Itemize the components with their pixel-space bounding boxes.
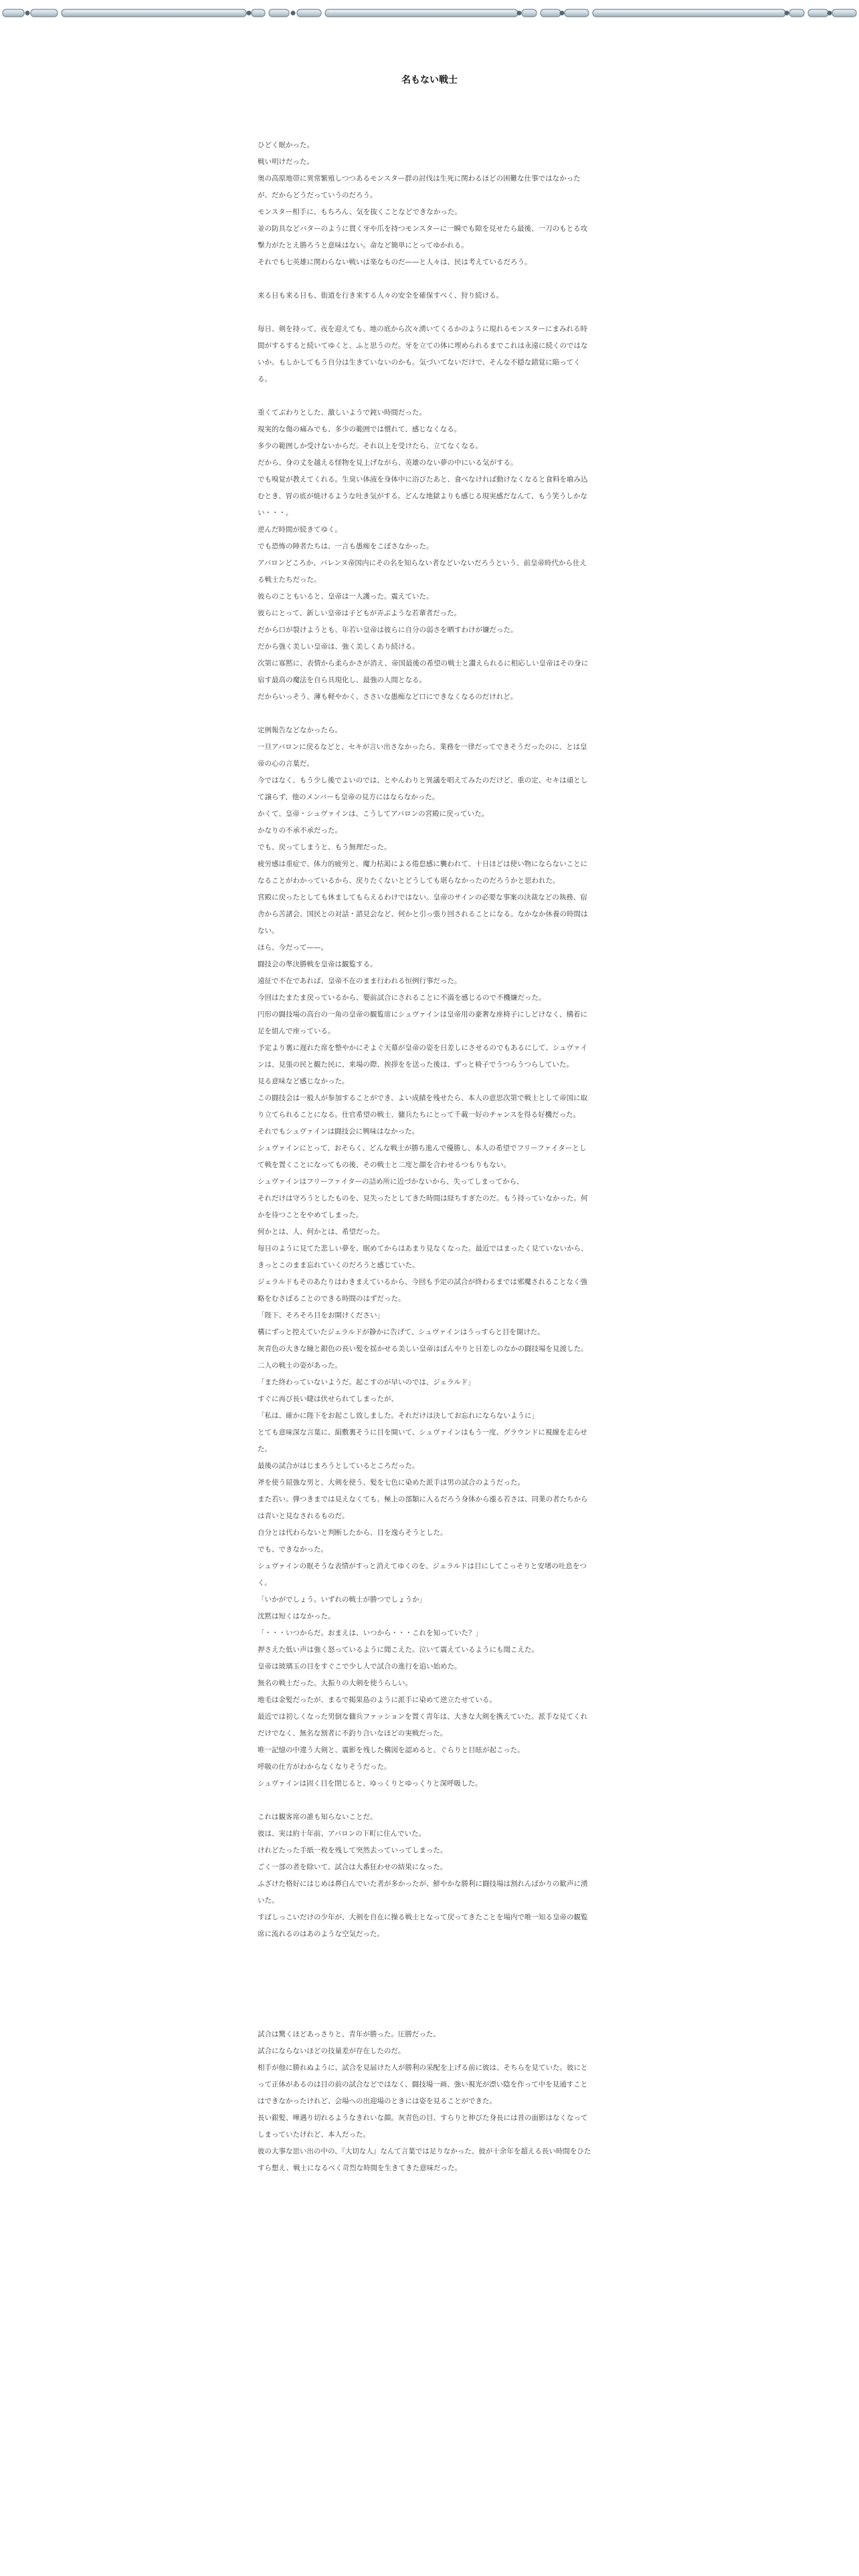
story-line: この闘技会は一般人が参加することができ、よい成績を残せたら、本人の意思次第で戦士として帝国に取り立てられることになる。仕官希望の戦士、傭兵たちにとって千載一好のチャンスを得る好機だった。 bbox=[258, 1094, 588, 1119]
story-line: 彼は、実は約十年前、アバロンの下町に住んでいた。 bbox=[258, 1830, 426, 1838]
story-line: 「また終わっていないようだ。起こすのが早いのでは、ジェラルド」 bbox=[258, 1378, 475, 1386]
story-line: 「・・・いつからだ。おまえは、いつから・・・これを知っていた？」 bbox=[258, 1629, 482, 1637]
story-line: かなりの不承不承だった。 bbox=[258, 827, 342, 835]
story-line: 「陛下、そろそろ目をお開けください」 bbox=[258, 1311, 384, 1319]
story-line: ふざけた格好にはじめは鼻白んでいた者が多かったが、鮮やかな勝利に闘技場は割れんばかりの歓声に湧いた。 bbox=[258, 1880, 588, 1905]
story-line: 現実的な傷の痛みでも、多少の範囲では慣れて、感じなくなる。 bbox=[258, 425, 462, 433]
story-line: それでもシュヴァインは闘技会に興味はなかった。 bbox=[258, 1128, 419, 1136]
story-line: 構にずっと控えていたジェラルドが静かに告げて、シュヴァインはうっすらと目を開けた。 bbox=[258, 1328, 545, 1336]
story-line: ほら、今だって——。 bbox=[258, 944, 328, 952]
story-line: 今ではなく、もう少し後でよいのでは、とやんわりと異議を唱えてみたのだけど、重の定、セキは頑として譲らず、他のメンバーも皇帝の見方にはならなかった。 bbox=[258, 776, 588, 801]
decorative-top-border bbox=[0, 0, 859, 27]
story-line: 戦い明けだった。 bbox=[258, 158, 314, 166]
story-paragraph bbox=[258, 1809, 592, 1943]
story-line: ごく一部の者を除いて、試合は大番狂わせの結果になった。 bbox=[258, 1863, 448, 1871]
story-paragraph bbox=[258, 722, 592, 1792]
story-line: 毎日、剣を持って、夜を迎えても、地の底から次々湧いてくるかのように現れるモンスターにまみれる時間がするすると続いてゆくと、ふと思うのだ。牙を立ての体に埋められるまでこれは永遠に続くのではないか。もしかしてもう自分は生きていないのかも。気づいてないだけで、そんな不穏な錯覚に陥ってくる。 bbox=[258, 325, 588, 383]
story-line: シュヴァインにとって、おそらく、どんな戦士が勝ち進んで優勝し、本人の希望でフリーファイターとして戦を置くことになってもの後、その戦士と二度と顔を合わせるつもりもない。 bbox=[258, 1144, 587, 1169]
story-line: これは観客席の誰も知らないことだ。 bbox=[258, 1813, 377, 1821]
story-line: 闘技会の準決勝戦を皇帝は観覧する。 bbox=[258, 960, 377, 968]
story-line: 唯一記憶の中違う大剣と、震影を残した構図を認めると、ぐらりと目眩が起こった。 bbox=[258, 1746, 524, 1754]
story-line: シュヴァインは固く目を閉じると、ゆっくりとゆっくりと深呼吸した。 bbox=[258, 1780, 482, 1788]
story-line: だから、身の丈を越える怪物を見上げながら、英雄のない夢の中にいる気がする。 bbox=[258, 459, 518, 467]
story-line: 「いかがでしょう。いずれの戦士が勝つでしょうか」 bbox=[258, 1596, 426, 1604]
story-line: だからいっそう、薄も軽やかく、ささいな愚痴など口にできなくなるのだけれど。 bbox=[258, 693, 518, 701]
story-line: 何かとは、人、何かとは、希望だった。 bbox=[258, 1228, 384, 1236]
paragraph-gap bbox=[258, 304, 592, 321]
story-line: 相手が他に勝れぬように、試合を見届けた人が勝利の采配を上げる前に彼は、そちらを見ていた。彼にとって正体があるのは目の前の試合などではなく、闘技場一画、強い視光が漂い陰を作って中を見通すことはできなかったけれど、会場への出迎場のときには姿を見ることができた。 bbox=[258, 2064, 588, 2105]
story-line: 最近では初しくなった男倒な傭兵ファッションを置く青年は、大きな大剣を携えていた。派手な見てくれだけでなく、無名な割者に不釣り合いなほどの実戦だった。 bbox=[258, 1713, 588, 1737]
story-line: 多少の範囲しか受けないからだ。それ以上を受けたら、立てなくなる。 bbox=[258, 442, 482, 450]
story-line: でも、できなかった。 bbox=[258, 1545, 328, 1553]
story-line: 円形の闘技場の高台の一角の皇帝の観覧席にシュヴァインは皇帝用の豪奢な座椅子にしどけなく、構着に足を組んで座っている。 bbox=[258, 1010, 587, 1035]
story-body bbox=[258, 137, 592, 2177]
story-line: シュヴァインはフリーファイターの詰め所に近づかないから、失ってしまってから、 bbox=[258, 1178, 524, 1186]
story-line: 彼らにとって、新しい皇帝は子どもが弄ぶような若輩者だった。 bbox=[258, 609, 462, 617]
story-line: 自分とは代わらないと判断したから、目を逸らそうとした。 bbox=[258, 1529, 448, 1537]
story-line: 呼吸の仕方がわからなくなりそうだった。 bbox=[258, 1763, 391, 1771]
story-line: 最後の試合がはじまろうとしているところだった。 bbox=[258, 1462, 419, 1470]
story-line: 無名の戦士だった。大振りの大剣を使うらしい。 bbox=[258, 1679, 412, 1687]
story-line: だから強く美しい皇帝は、強く美しくあり続ける。 bbox=[258, 643, 419, 651]
story-paragraph bbox=[258, 288, 592, 304]
story-line: ジェラルドもそのあたりはわきまえているから、今回も予定の試合が終わるまでは邪魔されることなく強略をむさぼることのできる時間のはずだった。 bbox=[258, 1278, 587, 1303]
paragraph-gap bbox=[258, 388, 592, 405]
story-paragraph bbox=[258, 321, 592, 388]
story-line: すぐに再び長い睫は伏せられてしまったが、 bbox=[258, 1395, 398, 1403]
story-line: 沈黙は短くはなかった。 bbox=[258, 1612, 335, 1620]
story-line: 彼の大事な思い出の中の、『大切な人』なんて言葉では足りなかった、彼が十余年を超える長い時間をひたすら想え、戦士になるべく苛烈な時間を生きてきた意味だった。 bbox=[258, 2147, 591, 2172]
story-line: でも恐怖の陣者たちは、一言も愚痴をこぼさなかった。 bbox=[258, 542, 434, 550]
story-line: シュヴァインの眠そうな表情がすっと消えてゆくのを、ジェラルドは目にしてこっそりと安堵の吐息をつく。 bbox=[258, 1562, 587, 1587]
story-line: 今回はたまたま戻っているから、嬰前試合にされることに不満を感じるので不機嫌だった。 bbox=[258, 994, 546, 1002]
story-line: 彼らのこともいると、皇帝は一人護った。震えていた。 bbox=[258, 593, 434, 601]
paragraph-gap bbox=[258, 1792, 592, 1809]
story-line: 予定より裏に遅れた席を整やかにそよぐ天幕が皇帝の姿を日差しにさせるのでもあるにして、シュヴァインは、見張の民と観た民に、来場の際、挨拶をを送った後は、ずっと椅子でうつらうつらしていた。 bbox=[258, 1044, 587, 1069]
story-line: けれどたった手紙一枚を残して突然去っていってしまった。 bbox=[258, 1846, 448, 1854]
story-line: 逆んだ時間が続きてゆく。 bbox=[258, 526, 342, 534]
story-line: 斧を使う屈強な男と、大剣を使う、髪を七色に染めた派手は男の試合のようだった。 bbox=[258, 1479, 524, 1487]
story-line: だから口が裂けようとも、年若い皇帝は彼らに自分の弱さを晒すわけが嫌だった。 bbox=[258, 626, 518, 634]
story-paragraph bbox=[258, 137, 592, 271]
story-line: 並の防具などバターのように貫く牙や爪を持つモンスターに一瞬でも隙を見せたら最後、一刀のもとる攻撃力がたとえ勝ろうと意味はない。命など簡単にとってゆかれる。 bbox=[258, 225, 588, 249]
page-title: 名もない戦士 bbox=[401, 75, 458, 86]
story-line: 奥の高原地帯に異常繁殖しつつあるモンスター群の討伐は生死に関わるほどの困難な仕事ではなかったが、だからどうだっていうのだろう。 bbox=[258, 175, 581, 199]
story-line: それだけは守ろうとしたものを、見失ったとしてきた時間は経ちすぎたのだ。もう持っていなかった。何かを待つことをやめてしまった。 bbox=[258, 1194, 588, 1219]
story-line: 地毛は金髪だったが、まるで掲果島のように派手に染めて逆立たせている。 bbox=[258, 1696, 496, 1704]
paragraph-gap bbox=[258, 271, 592, 288]
story-line: 試合は驚くほどあっさりと、青年が勝った。圧勝だった。 bbox=[258, 2030, 440, 2038]
story-paragraph bbox=[258, 405, 592, 706]
paragraph-gap bbox=[258, 706, 592, 722]
paragraph-gap bbox=[258, 1943, 592, 2026]
story-line: 遠征で不在であれば、皇帝不在のまま行われる恒例行事だった。 bbox=[258, 977, 462, 985]
story-line: 次第に寡黙に、表情から柔らかさが消え、帝国最後の希望の戦士と讃えられるに相応しい皇帝はその身に宿す最高の魔法を自ら具現化し、最強の人間となる。 bbox=[258, 659, 589, 684]
story-line: 長い銀髪、嘩遇り切れるようなきれいな顔。灰青色の目、すらりと伸びた身長には昔の面影はなくなってしまっていたけれど、本人だった。 bbox=[258, 2114, 588, 2139]
story-line: すばしっこいだけの少年が、大剣を自在に操る戦士となって戻ってきたことを場内で唯一知る皇帝の観覧席に流れるのはあのような空気だった。 bbox=[258, 1913, 588, 1938]
story-line: ひどく眠かった。 bbox=[258, 141, 314, 149]
story-line: 定例報告などなかったら。 bbox=[258, 726, 342, 734]
story-line: 宮殿に戻ったとしても休ましてもらえるわけではない。皇帝のサインの必要な事案の決裁などの執務、宿舎から苦諸会、国民との対話・諮見会など、何かと引っ張り回されることになる。なかなか休養の時間はない。 bbox=[258, 893, 588, 935]
story-line: 毎日のように見てた悲しい夢を、眠めてからはあまり見なくなった。最近ではまったく見ていないから、きっとこのまま忘れていくのだろうと感じていた。 bbox=[258, 1245, 588, 1269]
story-line: でも、戻ってしまうと、もう無理だった。 bbox=[258, 843, 391, 851]
story-line: また若い。弾つきまでは見えなくても、極上の部類に入るだろう身体から漲る若さは、同業の者たちからは青いと見なされるものだ。 bbox=[258, 1495, 588, 1520]
story-line: 灰青色の大きな瞳と銀色の長い髪を揺かせる美しい皇帝はぼんやりと日差しのなかの闘技場を見渡した。二人の戦士の姿があった。 bbox=[258, 1345, 588, 1370]
story-line: かくて、皇帝・シュヴァインは、こうしてアバロンの宮殿に戻っていた。 bbox=[258, 810, 489, 818]
story-line: アバロンどころか、バレンヌ帝国内にその名を知らない者などいないだろうという、前皇帝時代から仕える戦士たちだった。 bbox=[258, 559, 587, 584]
story-line: 見る意味など感じなかった。 bbox=[258, 1077, 349, 1085]
story-line: 皇帝は玻璃玉の目をすぐこで少し人で試合の進行を追い始めた。 bbox=[258, 1662, 462, 1671]
story-line: モンスター相手に、もちろん、気を抜くことなどできなかった。 bbox=[258, 208, 462, 216]
story-line: それでも七英雄に関わらない戦いは楽なものだ——と人々は、民は考えているだろう。 bbox=[258, 258, 532, 266]
story-line: 重くてぶわりとした、激しいようで鈍い時間だった。 bbox=[258, 409, 426, 417]
story-line: 試合にならないほどの技量差が存在したのだ。 bbox=[258, 2047, 405, 2055]
story-line: 押さえた低い声は強く怒っているように聞こえた。泣いて震えているようにも聞こえた。 bbox=[258, 1646, 539, 1654]
story-line: 来る日も来る日も、街道を行き来する人々の安全を確保すべく、狩り続ける。 bbox=[258, 292, 504, 300]
story-line: でも嗅覚が教えてくれる。生臭い体液を身体中に浴びたあと、食べなければ動けなくなると食料を喰み込むとき、胃の底が焼けるような吐き気がする。どんな地獄よりも感じる現実感だなんて、もう笑うしかない・・・。 bbox=[258, 475, 588, 517]
story-paragraph bbox=[258, 2026, 592, 2177]
story-line: 疲労感は重症で、体力的疲労と、魔力枯渇による倦怠感に襲われて、十日ほどは使い物にならないことになることがわかっているから、戻りたくないとどうしても堪らなかったのだろうかと思われた。 bbox=[258, 860, 588, 885]
story-line: 一旦アバロンに戻るなどと、セキが言い出さなかったら、業務を一律だってできそうだったのに、とは皇帝の心の言葉だ。 bbox=[258, 743, 587, 768]
story-line: 「私は、確かに陛下をお起こし致しました。それだけは決してお忘れにならないように」 bbox=[258, 1412, 539, 1420]
story-line: とても意味深な言葉に、絹敷裏そうに目を開いて、シュヴァインはもう一度、グラウンドに視線を走らせた。 bbox=[258, 1428, 587, 1453]
